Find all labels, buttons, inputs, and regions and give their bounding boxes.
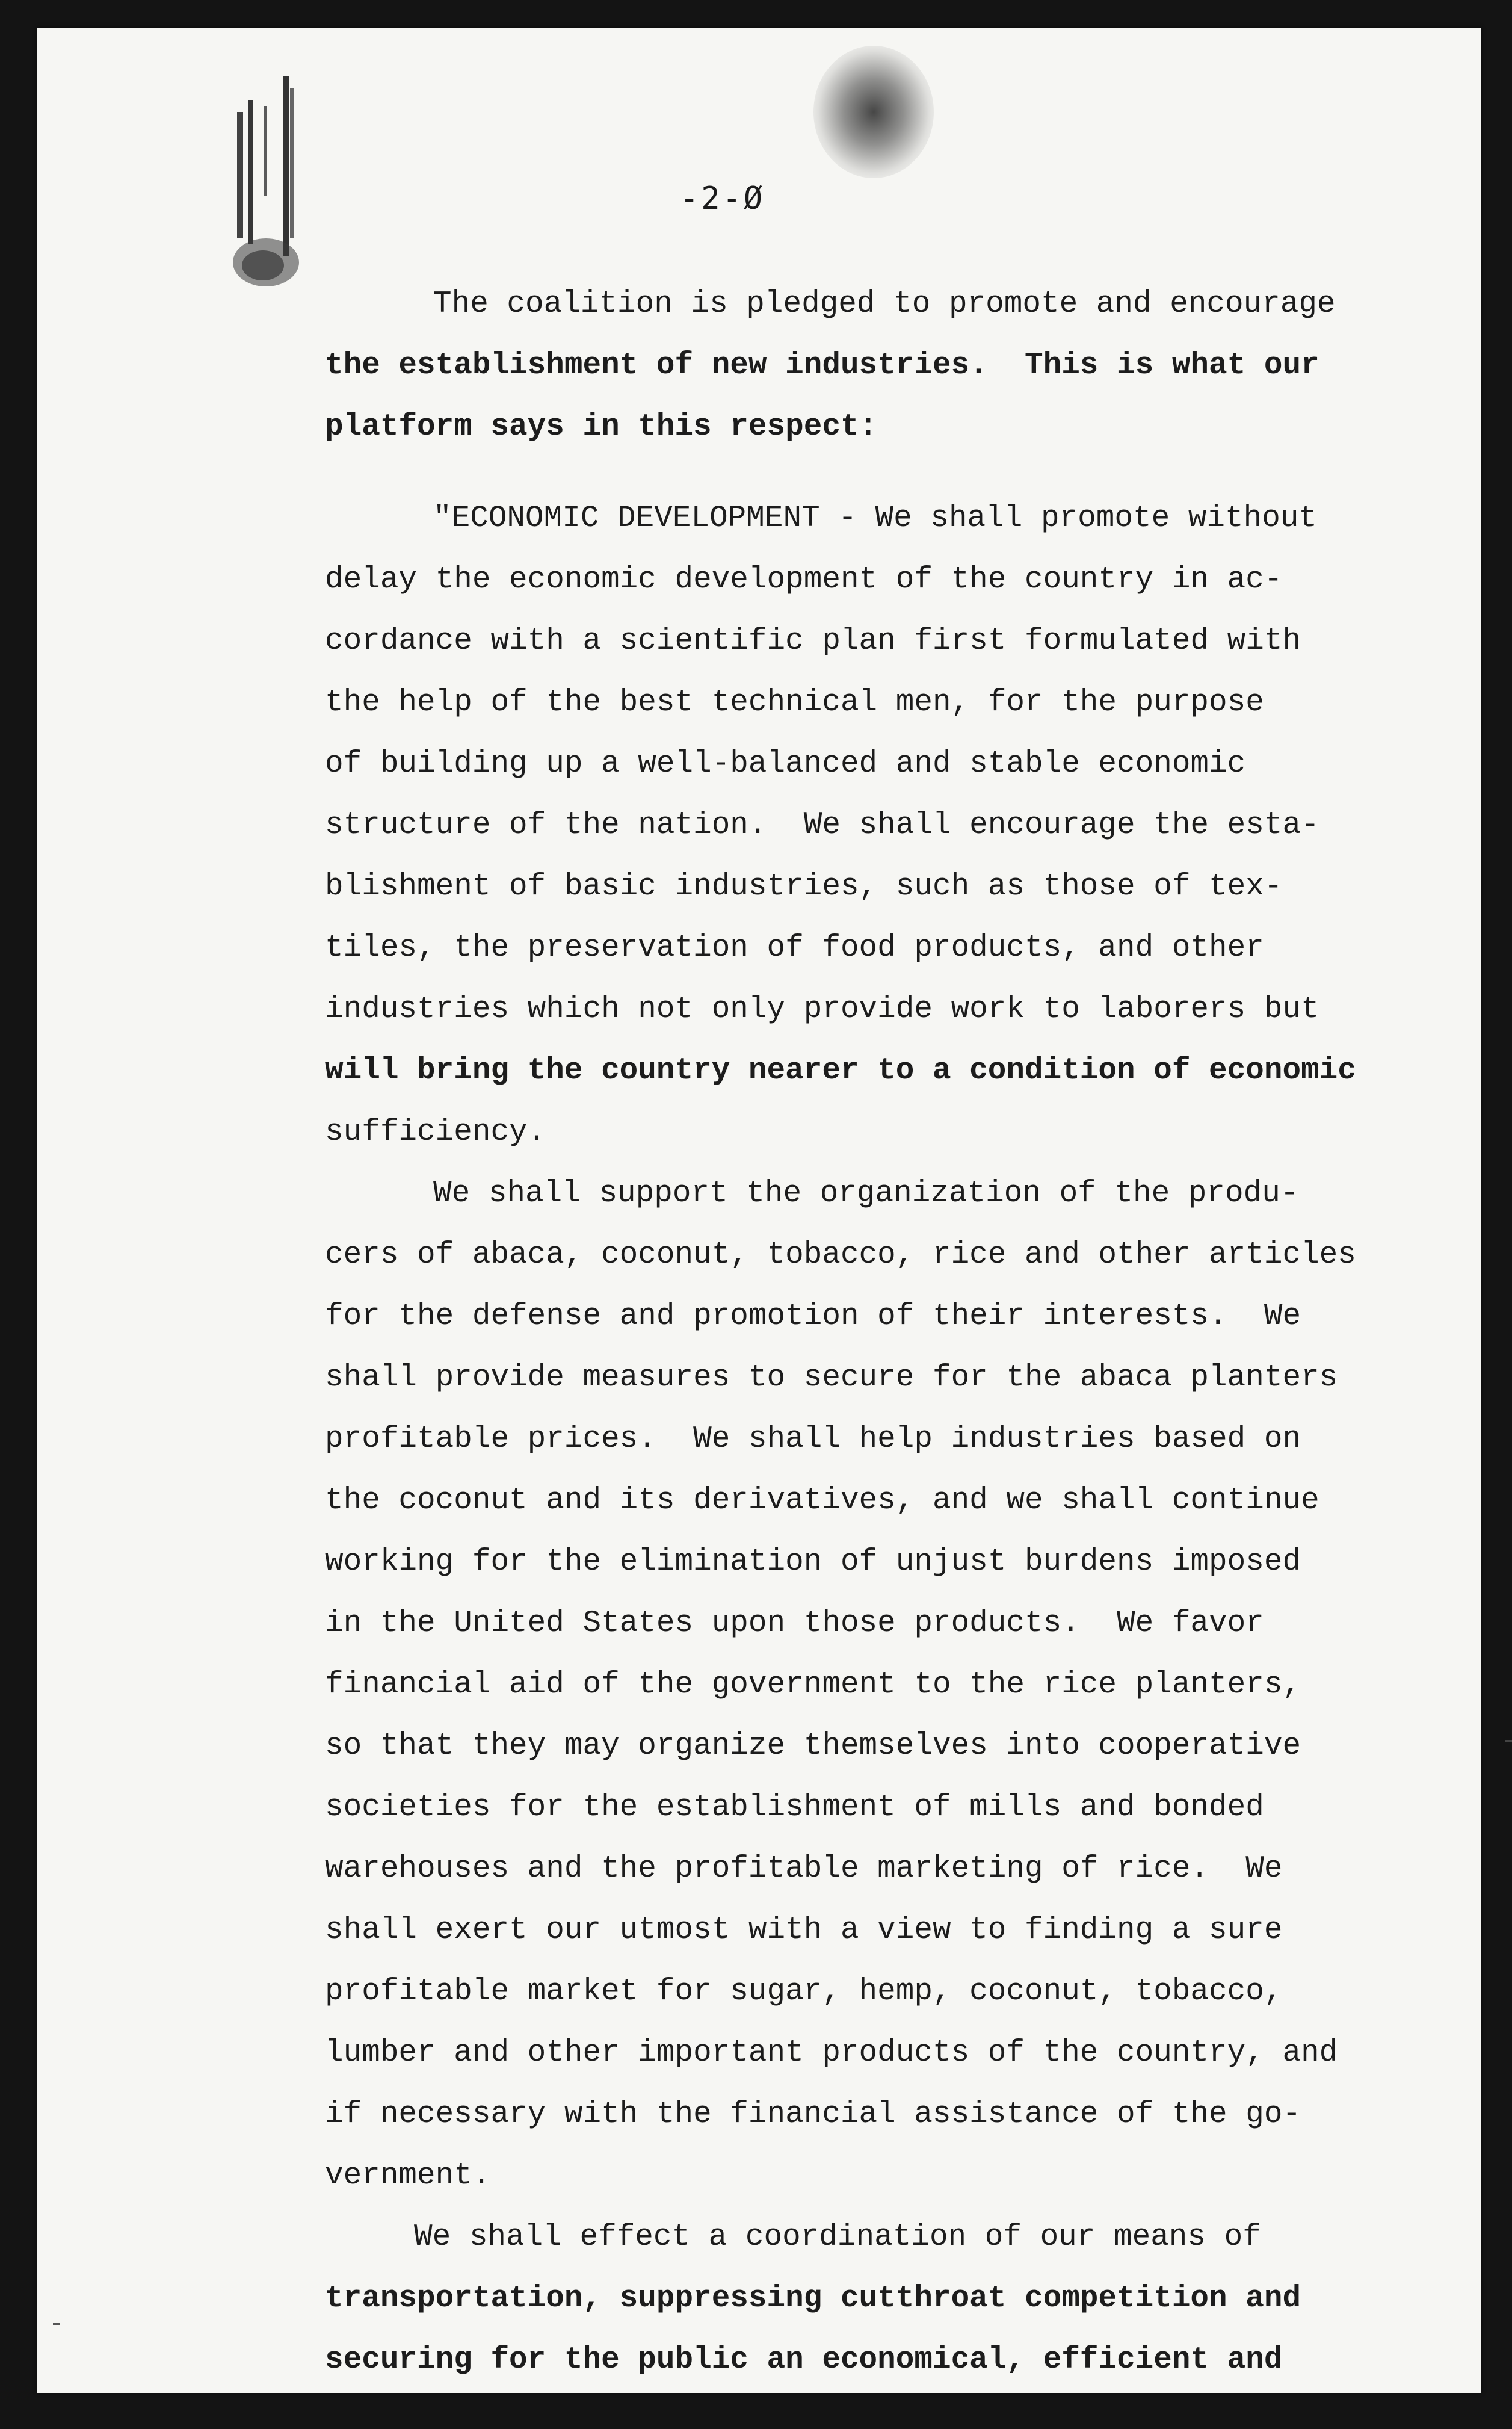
text-line: in the United States upon those products. We favor [325, 1606, 1264, 1641]
text-line: for the defense and promotion of their interests. We [325, 1299, 1301, 1334]
text-line: warehouses and the profitable marketing of rice. We [325, 1852, 1283, 1886]
text-line: lumber and other important products of the country, and [325, 2036, 1338, 2070]
text-line: tiles, the preservation of food products, and other [325, 931, 1264, 965]
page-number: -2-Ø [680, 181, 765, 217]
text-line: blishment of basic industries, such as those of tex- [325, 870, 1283, 904]
text-line: delay the economic development of the country in ac- [325, 563, 1283, 597]
ink-smudge [813, 46, 934, 178]
text-line: We shall support the organization of the produ- [433, 1177, 1299, 1211]
text-line: will bring the country nearer to a condition of economic [325, 1054, 1356, 1088]
text-line: cers of abaca, coconut, tobacco, rice and other articles [325, 1238, 1356, 1272]
text-line: The coalition is pledged to promote and encourage [433, 287, 1336, 321]
text-line: transportation, suppressing cutthroat competition and [325, 2282, 1301, 2316]
text-line: financial aid of the government to the rice planters, [325, 1668, 1301, 1702]
text-line: sufficiency. [325, 1115, 546, 1150]
document-body [325, 274, 1420, 2391]
text-line: the coconut and its derivatives, and we shall continue [325, 1484, 1319, 1518]
margin-tick-mark [53, 2323, 60, 2325]
text-line: of building up a well-balanced and stable economic [325, 747, 1246, 781]
text-line: the help of the best technical men, for the purpose [325, 685, 1264, 720]
staple-holes-mark [230, 64, 320, 305]
text-line: the establishment of new industries. This is what our [325, 348, 1319, 383]
text-line: platform says in this respect: [325, 410, 878, 444]
text-line: if necessary with the financial assistance of the go- [325, 2097, 1301, 2132]
text-line: shall provide measures to secure for the abaca planters [325, 1361, 1338, 1395]
text-line: "ECONOMIC DEVELOPMENT - We shall promote without [433, 501, 1318, 536]
text-line: profitable prices. We shall help industries based on [325, 1422, 1301, 1456]
margin-tick-mark [1505, 1740, 1512, 1742]
text-line: industries which not only provide work to laborers but [325, 992, 1319, 1027]
text-line: securing for the public an economical, efficient and [325, 2343, 1283, 2377]
text-line: vernment. [325, 2159, 491, 2193]
text-line: societies for the establishment of mills and bonded [325, 1790, 1264, 1825]
text-line: We shall effect a coordination of our means of [414, 2220, 1261, 2254]
text-line: profitable market for sugar, hemp, coconut, tobacco, [325, 1975, 1283, 2009]
text-line: shall exert our utmost with a view to finding a sure [325, 1913, 1283, 1948]
text-line: structure of the nation. We shall encourage the esta- [325, 808, 1319, 843]
text-line: so that they may organize themselves into cooperative [325, 1729, 1301, 1763]
text-line: cordance with a scientific plan first formulated with [325, 624, 1301, 658]
text-line: working for the elimination of unjust burdens imposed [325, 1545, 1301, 1579]
